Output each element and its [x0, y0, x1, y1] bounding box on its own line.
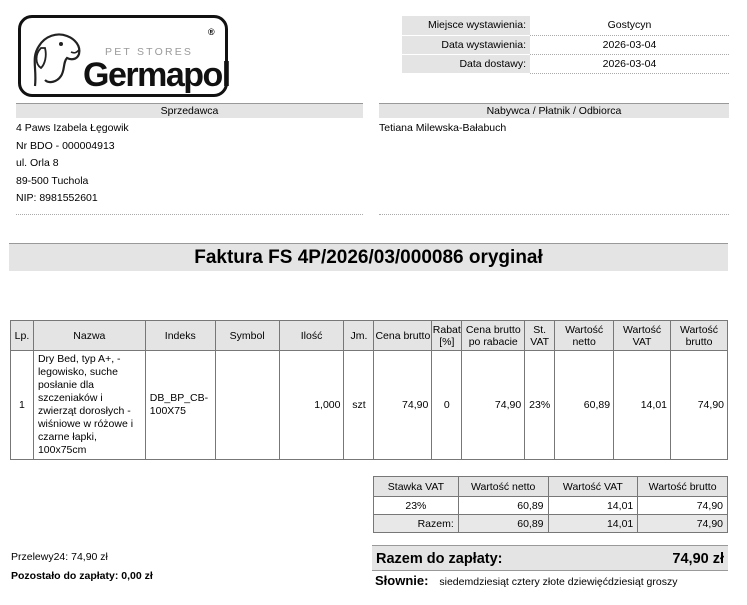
meta-row — [402, 54, 729, 73]
logo-tagline: PET STORES — [105, 46, 194, 58]
cell-net: 60,89 — [555, 351, 614, 460]
col-header: St. VAT — [525, 321, 555, 351]
cell-total-net: 60,89 — [458, 515, 548, 533]
invoice-meta — [402, 16, 729, 74]
seller-line: 89-500 Tuchola — [16, 174, 89, 187]
meta-value: Gostycyn — [530, 16, 729, 35]
buyer-section — [379, 103, 729, 215]
cell-symbol — [215, 351, 279, 460]
meta-label: Data wystawienia: — [402, 35, 530, 54]
col-header: Ilość — [279, 321, 344, 351]
registered-mark: ® — [208, 27, 215, 37]
items-header-row — [11, 321, 728, 351]
vat-summary-table — [373, 476, 728, 533]
total-due-bar — [372, 545, 728, 571]
cell-total-vat: 14,01 — [548, 515, 638, 533]
cell-net: 60,89 — [458, 497, 548, 515]
cell-unit: szt — [344, 351, 374, 460]
col-header: Lp. — [11, 321, 34, 351]
cell-qty: 1,000 — [279, 351, 344, 460]
meta-value: 2026-03-04 — [530, 35, 729, 54]
cell-gross: 74,90 — [671, 351, 728, 460]
cell-vat: 14,01 — [614, 351, 671, 460]
seller-details — [16, 118, 363, 215]
col-header: Wartość VAT — [548, 477, 638, 497]
seller-section — [16, 103, 363, 215]
col-header: Wartość netto — [458, 477, 548, 497]
table-row — [374, 497, 728, 515]
vat-total-row — [374, 515, 728, 533]
cell-vat-rate: 23% — [525, 351, 555, 460]
cell-lp: 1 — [11, 351, 34, 460]
total-due-value: 74,90 zł — [672, 551, 724, 567]
invoice-title: Faktura FS 4P/2026/03/000086 oryginał — [9, 243, 728, 271]
col-header: Symbol — [215, 321, 279, 351]
buyer-line: Tetiana Milewska-Bałabuch — [379, 122, 507, 134]
meta-label: Data dostawy: — [402, 54, 530, 73]
col-header: Cena brutto — [374, 321, 432, 351]
meta-row — [402, 16, 729, 35]
payment-przelewy24: Przelewy24: 74,90 zł — [11, 551, 108, 563]
meta-label: Miejsce wystawienia: — [402, 16, 530, 35]
total-due-label: Razem do zapłaty: — [376, 551, 503, 567]
col-header: Cena brutto po rabacie — [462, 321, 525, 351]
cell-price: 74,90 — [374, 351, 432, 460]
company-logo — [18, 15, 228, 97]
amount-remaining: Pozostało do zapłaty: 0,00 zł — [11, 570, 153, 582]
dog-head-icon — [27, 24, 85, 90]
words-label: Słownie: — [375, 573, 429, 588]
cell-index: DB_BP_CB-100X75 — [145, 351, 215, 460]
items-table — [10, 320, 728, 460]
col-header: Jm. — [344, 321, 374, 351]
table-row — [11, 351, 728, 460]
col-header: Rabat [%] — [432, 321, 462, 351]
cell-vat: 14,01 — [548, 497, 638, 515]
amount-in-words — [375, 573, 728, 588]
col-header: Wartość brutto — [671, 321, 728, 351]
meta-value: 2026-03-04 — [530, 54, 729, 73]
seller-line: 4 Paws Izabela Łęgowik — [16, 122, 129, 134]
meta-row — [402, 35, 729, 54]
cell-discount: 0 — [432, 351, 462, 460]
buyer-header: Nabywca / Płatnik / Odbiorca — [379, 103, 729, 118]
col-header: Nazwa — [33, 321, 145, 351]
seller-header: Sprzedawca — [16, 103, 363, 118]
col-header: Wartość brutto — [638, 477, 728, 497]
cell-price-after: 74,90 — [462, 351, 525, 460]
words-value: siedemdziesiąt cztery złote dziewięćdziesiąt groszy — [439, 576, 678, 588]
buyer-details — [379, 118, 729, 215]
cell-total-gross: 74,90 — [638, 515, 728, 533]
seller-line: NIP: 8981552601 — [16, 192, 98, 204]
col-header: Indeks — [145, 321, 215, 351]
cell-total-label: Razem: — [374, 515, 459, 533]
col-header: Wartość VAT — [614, 321, 671, 351]
seller-line: ul. Orla 8 — [16, 157, 59, 169]
logo-brand: Germapol — [83, 56, 230, 94]
col-header: Wartość netto — [555, 321, 614, 351]
col-header: Stawka VAT — [374, 477, 459, 497]
vat-header-row — [374, 477, 728, 497]
cell-name: Dry Bed, typ A+, - legowisko, suche posłanie dla szczeniaków i zwierząt dorosłych - wiśniowe w różowe i czarne łapki, 100x75cm — [33, 351, 145, 460]
seller-line: Nr BDO - 000004913 — [16, 139, 115, 152]
cell-rate: 23% — [374, 497, 459, 515]
cell-gross: 74,90 — [638, 497, 728, 515]
